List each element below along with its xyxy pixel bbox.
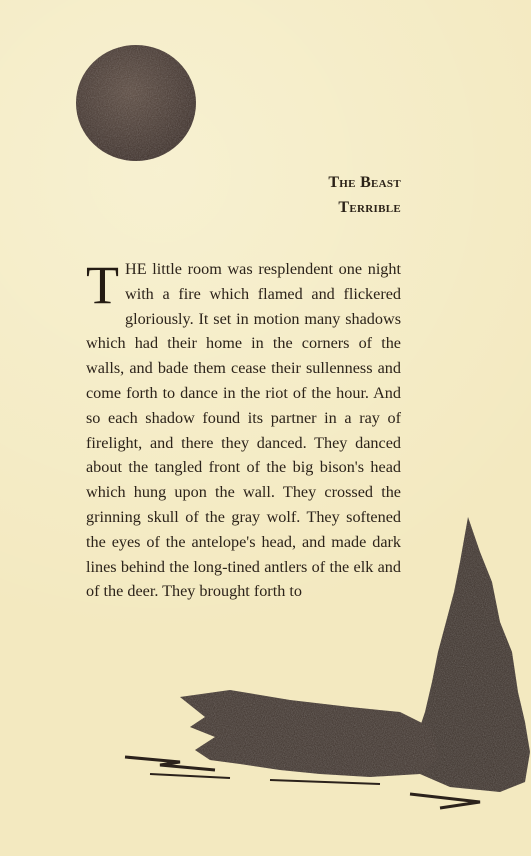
chapter-title-line-1: The Beast <box>328 174 401 191</box>
chapter-title <box>328 170 401 220</box>
pine-tree-illustration <box>120 512 531 812</box>
chapter-title-line-2: Terrible <box>338 199 401 216</box>
moon-illustration <box>74 43 198 163</box>
drop-cap: T <box>86 255 119 315</box>
paragraph-text: HE little room was resplendent one night with a fire which flamed and flickered gloriously. It set in motion many shadows which had their home in the corners of the walls, and bade them cease their sullenness and come forth to dance in the riot of the hour. And so each shadow found its partner in a ray of firelight, and there they danced. They danced about the tangled front of the big bison's head which hung upon the wall. They crossed the grinning skull of the gray wolf. They softened the eyes of the antelope's head, and made dark lines behind the long-tined antlers of the elk and of the deer. They brought forth to <box>86 260 401 601</box>
